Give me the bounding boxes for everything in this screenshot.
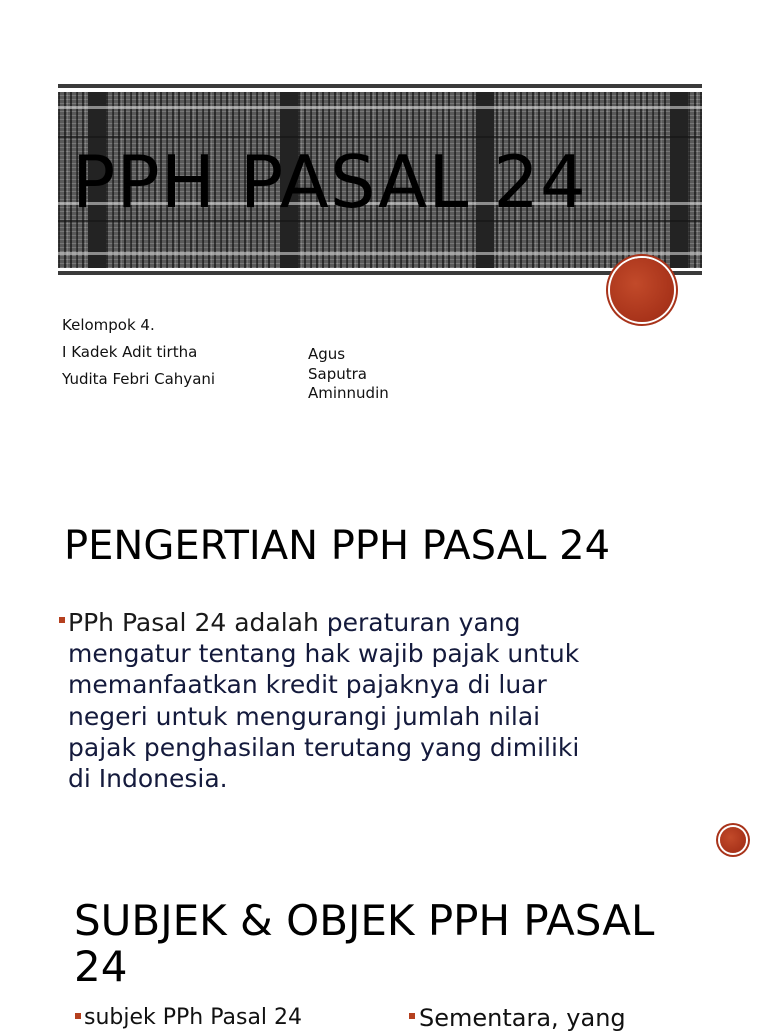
member-line: Kelompok 4. <box>62 316 155 334</box>
bullet-marker <box>75 1013 81 1019</box>
band-top-rule <box>58 84 702 88</box>
bullet-marker <box>409 1013 415 1019</box>
right-column-text: Sementara, yang <box>419 1004 626 1032</box>
definition-text: PPh Pasal 24 adalah peraturan yang mengatur tentang hak wajib pajak untuk memanfaatkan kredit pajaknya di luar negeri untuk mengurangi jumlah nilai pajak penghasilan terutang yang dimiliki di Indonesia. <box>68 608 580 794</box>
group-members-list <box>62 312 215 393</box>
section-heading: SUBJEK & OBJEK PPH PASAL 24 <box>74 896 655 991</box>
slide-title: PPH PASAL 24 <box>72 140 587 224</box>
member-line: I Kadek Adit tirtha <box>62 343 198 361</box>
member-line: Yudita Febri Cahyani <box>62 370 216 388</box>
band-bottom-rule <box>58 271 702 275</box>
accent-circle-large <box>610 258 674 322</box>
section-heading: PENGERTIAN PPH PASAL 24 <box>64 523 611 569</box>
accent-circle-small <box>720 827 746 853</box>
bullet-marker <box>59 617 65 623</box>
member-name-right: Agus Saputra Aminnudin <box>308 345 389 402</box>
left-column-text: subjek PPh Pasal 24 <box>84 1005 303 1030</box>
